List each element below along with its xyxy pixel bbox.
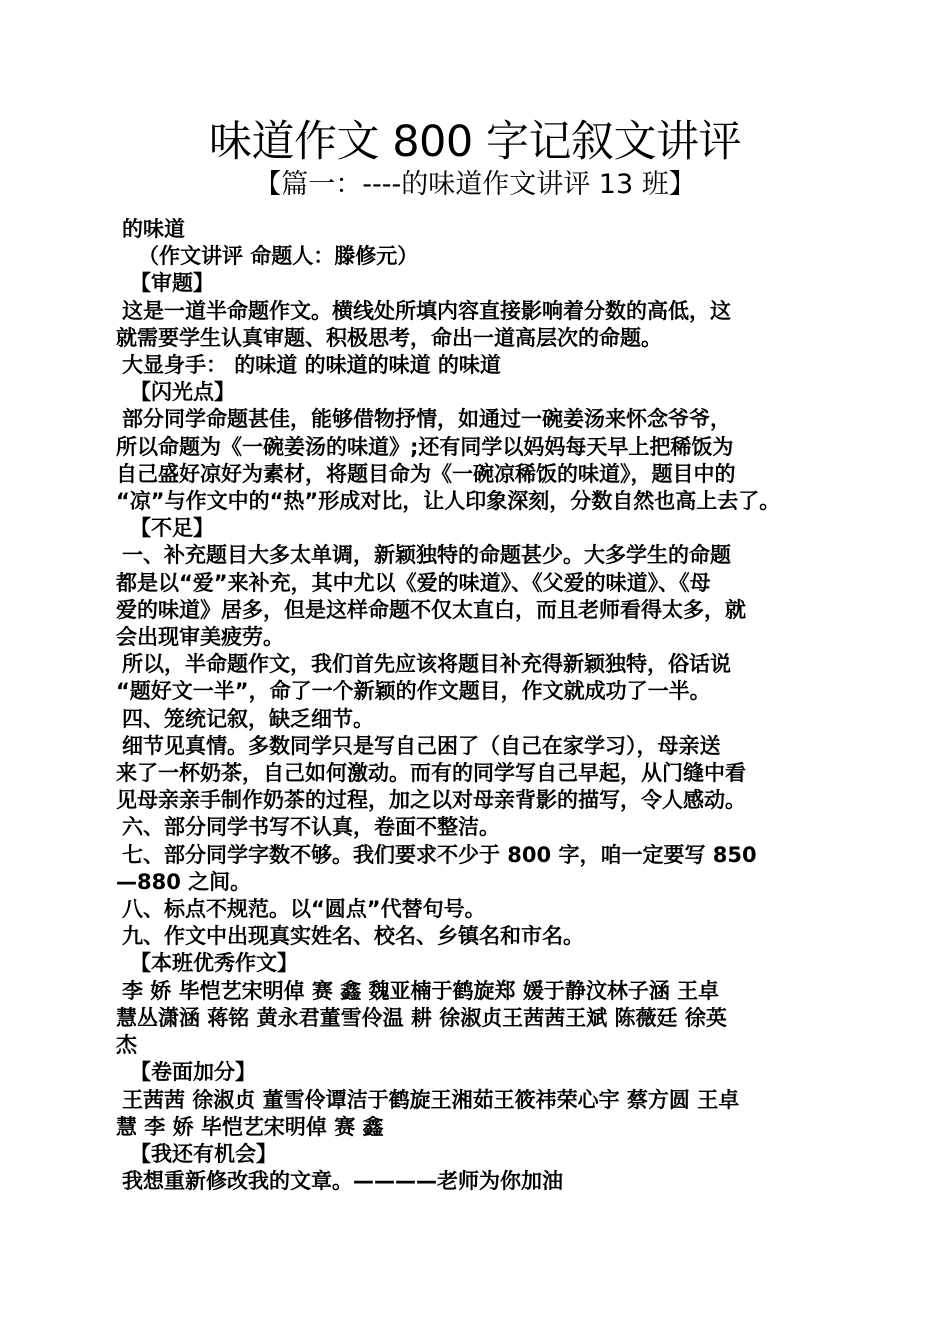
paragraph-line: 部分同学命题甚佳，能够借物抒情，如通过一碗姜汤来怀念爷爷，: [122, 407, 731, 432]
name-list-line: 李 娇 毕恺艺宋明倬 赛 鑫 魏亚楠于鹤旋郑 媛于静汶林子涵 王卓: [122, 978, 720, 1003]
paragraph-line: 一、补充题目大多太单调，新颖独特的命题甚少。大多学生的命题: [122, 543, 731, 568]
paragraph-line: 来了一杯奶茶，自己如何激动。而有的同学写自己早起，从门缝中看: [116, 761, 746, 786]
document-subtitle: 【篇一：----的味道作文讲评 13 班】: [254, 169, 696, 200]
topic-line: 的味道: [122, 217, 185, 241]
section-heading-chance: 【我还有机会】: [130, 1141, 277, 1166]
name-list-line: 杰: [116, 1033, 137, 1058]
paragraph-line: 四、笼统记叙，缺乏细节。: [122, 706, 374, 731]
paragraph-line: 所以命题为《一碗姜汤的味道》;还有同学以妈妈每天早上把稀饭为: [116, 434, 734, 459]
section-heading-shenti: 【审题】: [130, 271, 214, 296]
paragraph-line: 自己盛好凉好为素材，将题目命为《一碗凉稀饭的味道》，题目中的: [116, 461, 736, 486]
paragraph-line: 九、作文中出现真实姓名、校名、乡镇名和市名。: [122, 924, 584, 949]
paragraph-line: 爱的味道》居多，但是这样命题不仅太直白，而且老师看得太多，就: [116, 597, 746, 622]
paragraph-line: 七、部分同学字数不够。我们要求不少于 800 字，咱一定要写 850: [122, 842, 757, 867]
paragraph-line: 八、标点不规范。以“圆点”代替句号。: [122, 897, 486, 922]
name-list-line: 慧 李 娇 毕恺艺宋明倬 赛 鑫: [116, 1114, 384, 1139]
section-heading-buzu: 【不足】: [130, 516, 214, 541]
section-heading-excellent: 【本班优秀作文】: [130, 951, 298, 976]
paragraph-line: “题好文一半”，命了一个新颖的作文题目，作文就成功了一半。: [116, 679, 711, 704]
paragraph-line: 会出现审美疲劳。: [116, 625, 284, 650]
paragraph-line: 都是以“爱”来补充，其中尤以《爱的味道》、《父爱的味道》、《母: [116, 570, 711, 595]
closing-line: 我想重新修改我的文章。————老师为你加油: [122, 1169, 563, 1194]
name-list-line: 王茜茜 徐淑贞 董雪伶谭洁于鹤旋王湘茹王筱祎荣心宇 蔡方圆 王卓: [122, 1087, 740, 1112]
section-heading-bonus: 【卷面加分】: [130, 1060, 256, 1085]
paragraph-line: 大显身手： 的味道 的味道的味道 的味道: [122, 353, 501, 378]
document-body: [116, 216, 838, 1195]
paragraph-line: 见母亲亲手制作奶茶的过程，加之以对母亲背影的描写，令人感动。: [116, 788, 746, 813]
paragraph-line: “凉”与作文中的“热”形成对比，让人印象深刻，分数自然也高上去了。: [116, 489, 781, 514]
document-title: 味道作文 800 字记叙文讲评: [209, 117, 741, 167]
paragraph-line: 六、部分同学书写不认真，卷面不整洁。: [122, 815, 500, 840]
paragraph-line: 细节见真情。多数同学只是写自己困了（自己在家学习），母亲送: [122, 733, 721, 758]
section-heading-shanguangdian: 【闪光点】: [130, 380, 235, 405]
paragraph-line: 就需要学生认真审题、积极思考，命出一道高层次的命题。: [116, 325, 662, 350]
lecture-info: （作文讲评 命题人：滕修元）: [138, 244, 419, 269]
paragraph-line: 这是一道半命题作文。横线处所填内容直接影响着分数的高低，这: [122, 298, 731, 323]
paragraph-line: 所以，半命题作文，我们首先应该将题目补充得新颖独特，俗话说: [122, 652, 731, 677]
name-list-line: 慧丛潇涵 蒋铭 黄永君董雪伶温 耕 徐淑贞王茜茜王斌 陈薇廷 徐英: [116, 1005, 727, 1030]
paragraph-line: —880 之间。: [116, 869, 252, 894]
